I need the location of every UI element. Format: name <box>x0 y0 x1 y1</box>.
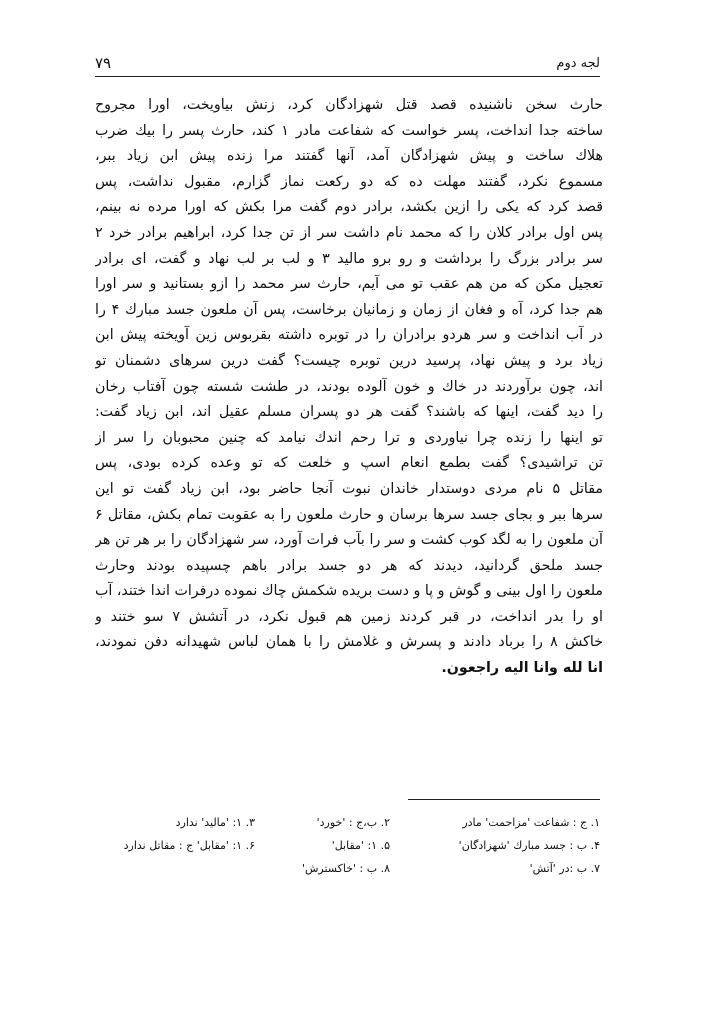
text-line: هلاك ساخت و پیش شهزادگان آمد، آنها گفتند مرا زنده پیش ابن زیاد ببر، <box>95 148 603 165</box>
page-number: ۷۹ <box>95 54 112 72</box>
footnotes <box>100 811 600 880</box>
text-line: تن تراشیدی؟ گفت بطمع انعام اسپ و خلعت که تو وعده کرده بودی، پس <box>95 455 603 472</box>
text-line: در آب انداخت و سر هردو برادران را در توبره داشته بقربوس زین آویخته پیش ابن <box>95 327 603 344</box>
text-line: او را بدر انداخت، در قبر کردند زمین هم قبول نکرد، در آتشش ۷ سو ختند و <box>95 608 603 625</box>
text-line: ملعون را اول بینی و گوش و پا و دست بریده شکمش چاك نموده درفرات اندا ختند، آب <box>95 583 603 600</box>
text-line: سر برادر بزرگ را برداشت و رو برو مالید ۳ و لب بر لب نهاد و گفت، ای برادر <box>95 250 603 267</box>
running-head: لجه دوم <box>556 56 600 71</box>
footnote: ۲. ب،ج : 'خورد' <box>316 816 390 829</box>
footnote-row <box>100 811 600 834</box>
footnote: ۶. ۱: 'مقابل' ج : مقاتل ندارد <box>123 839 255 852</box>
text-line: اند، چون برآوردند در خاك و خون آلوده بودند، در طشت شسته چون آفتاب رخان <box>95 378 603 395</box>
text-line: سرها ببر و بجای جسد سرها برسان و حارث ملعون را به عقوبت تمام بکش، مقاتل ۶ <box>95 506 603 523</box>
text-line: را دید گفت، اینها که باشند؟ گفت هر دو پسران مسلم عقیل اند، ابن زیاد گفت: <box>95 404 603 421</box>
footnote-row <box>100 857 600 880</box>
text-line: جسد ملحق گردانید، دیدند که هر دو جسد برادر باهم چسپیده بودند وحارث <box>95 557 603 574</box>
text-line: تو اینها را زنده چرا نیاوردی و ترا رحم اندك نیامد که چنین محبوبان را سر از <box>95 429 603 446</box>
footnote-divider <box>408 799 600 800</box>
text-line: هم جدا کرد، آه و فغان از زمان و زمانیان برخاست، پس آن ملعون جسد مبارك ۴ را <box>95 301 603 318</box>
footnote: ۳. ۱: 'مالید' ندارد <box>175 816 255 829</box>
text-line: پس اول برادر کلان را که محمد نام داشت سر از تن جدا کرد، ابراهیم برادر خرد ۲ <box>95 224 603 241</box>
closing-line: انا لله وانا الیه راجعون. <box>441 660 603 677</box>
footnote-row <box>100 834 600 857</box>
footnote: ۴. ب : جسد مبارك 'شهزادگان' <box>458 839 600 852</box>
footnote: ۵. ۱: 'مقابل' <box>331 839 390 852</box>
text-line: مقاتل ۵ نام مردی دوستدار خاندان نبوت آنجا حاضر بود، ابن زیاد گفت تو این <box>95 480 603 497</box>
text-line: حارث سخن ناشنیده قصد قتل شهزادگان کرد، زنش بیاویخت، اورا مجروح <box>95 97 603 113</box>
footnote: ۸. ب : 'خاکسترش' <box>301 862 390 875</box>
text-line: مسموع نکرد، گفتند مهلت ده که دو رکعت نماز گزارم، مقبول نداشت، پس <box>95 173 603 190</box>
text-line: تعجیل مکن که من هم عقب تو می آیم، حارث سر محمد را ازو بستانید و سر اورا <box>95 276 603 293</box>
text-line: ساخته جدا انداخت، پسر خواست که شفاعت مادر ۱ کند، حارث پسر را بیك ضرب <box>95 122 603 139</box>
text-line: زیاد برد و پیش نهاد، پرسید درین توبره چیست؟ گفت درین سرهای دشمنان تو <box>95 352 603 369</box>
main-text <box>95 93 603 682</box>
footnote <box>105 857 255 880</box>
text-line: قصد کرد که یکی را ازین بکشد، برادر دوم گفت مرا بکش که اورا مرده نه بینم، <box>95 199 603 216</box>
footnote: ۷. ب :در 'آتش' <box>529 862 600 875</box>
text-line: آن ملعون را به لگد کوب کشت و سر را بآب فرات آورد، سر شهزادگان را بر هر تن هر <box>95 532 603 549</box>
text-line: خاکش ۸ را برباد دادند و پسرش و غلامش را با همان لباس شهیدانه دفن نمودند، <box>95 634 603 651</box>
page-header <box>95 54 600 77</box>
footnote: ۱. ج : شفاعت 'مزاحمت' مادر <box>462 816 600 829</box>
